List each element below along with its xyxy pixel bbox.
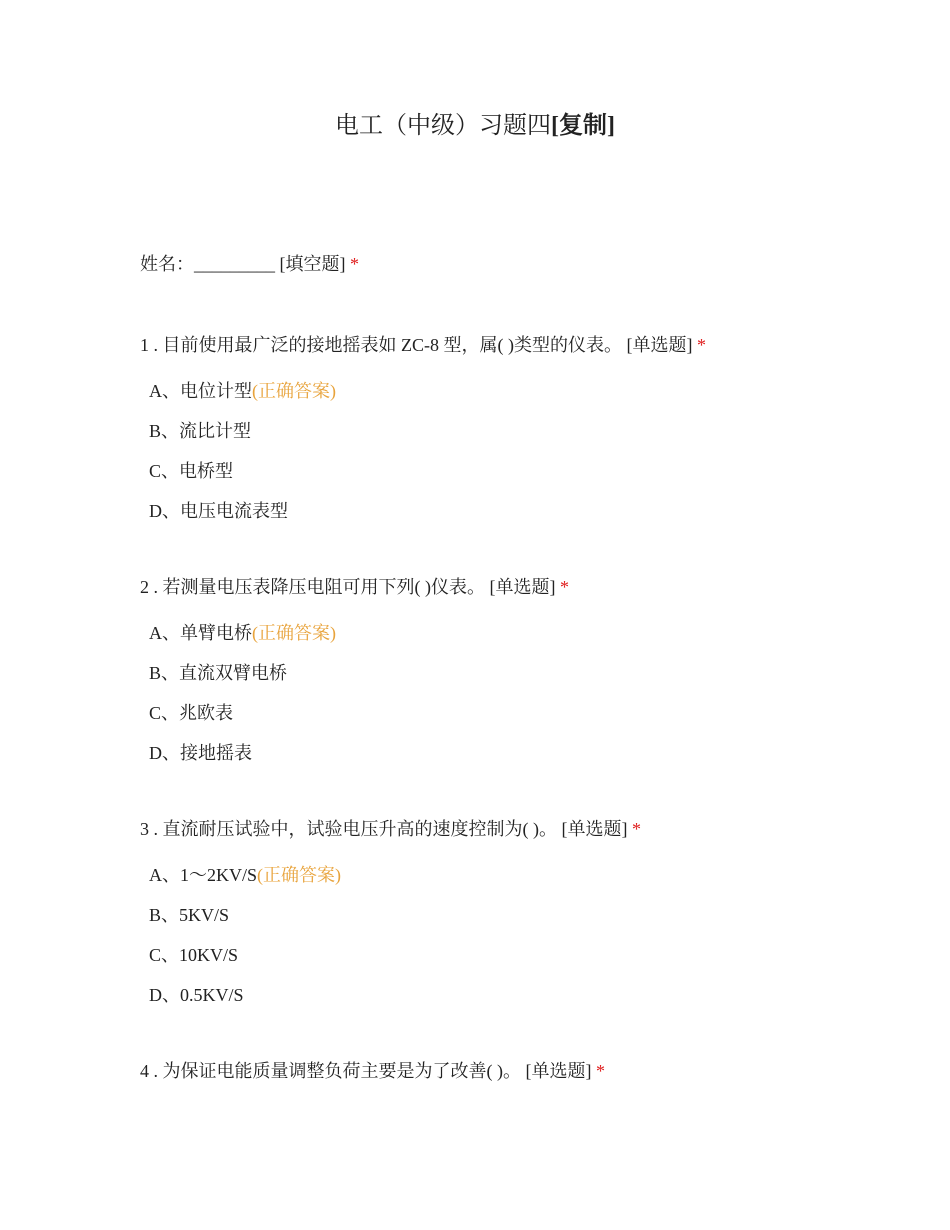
question-text: 直流耐压试验中，试验电压升高的速度控制为( )。 [162,819,557,839]
option-3a[interactable] [149,863,341,887]
page-title-suffix: [复制] [551,113,615,139]
option-1b[interactable] [149,419,251,443]
option-letter: B、 [149,905,180,925]
question-3: 3 . 直流耐压试验中，试验电压升高的速度控制为( )。 [单选题] * [140,819,641,839]
question-type: [单选题] [626,335,693,355]
option-3b[interactable] [149,903,229,927]
option-text: 1～2KV/S [180,865,258,885]
option-text: 流比计型 [179,421,252,441]
name-blank[interactable]: _________ [194,254,275,274]
required-mark: * [560,577,569,597]
question-1: 1 . 目前使用最广泛的接地摇表如 ZC-8 型，属( )类型的仪表。 [单选题] * [140,335,706,355]
question-4: 4 . 为保证电能质量调整负荷主要是为了改善( )。 [单选题] * [140,1061,605,1081]
question-number: 4 [140,1061,149,1081]
question-type: [单选题] [525,1061,592,1081]
option-1d[interactable] [149,499,288,523]
option-letter: B、 [149,663,180,683]
option-2c[interactable] [149,701,233,725]
option-2a[interactable] [149,621,336,645]
option-text: 10KV/S [179,945,239,965]
question-text: 目前使用最广泛的接地摇表如 ZC-8 型，属( )类型的仪表。 [162,335,622,355]
option-text: 电压电流表型 [180,501,288,521]
required-mark: * [350,254,359,274]
option-text: 电位计型 [180,381,252,401]
name-label: 姓名： [140,254,194,274]
option-text: 兆欧表 [179,703,234,723]
question-2: 2 . 若测量电压表降压电阻可用下列( )仪表。 [单选题] * [140,577,569,597]
option-2d[interactable] [149,741,252,765]
question-text: 若测量电压表降压电阻可用下列( )仪表。 [162,577,485,597]
option-text: 电桥型 [179,461,234,481]
question-number: 1 [140,335,149,355]
option-3c[interactable] [149,943,238,967]
question-type: [单选题] [561,819,628,839]
option-letter: C、 [149,703,180,723]
option-text: 直流双臂电桥 [179,663,288,683]
option-text: 接地摇表 [180,743,252,763]
option-letter: D、 [149,743,180,763]
option-3d[interactable] [149,983,244,1007]
page-title [0,110,950,142]
required-mark: * [696,335,706,355]
option-letter: A、 [149,381,180,401]
option-letter: B、 [149,421,180,441]
option-letter: A、 [149,865,180,885]
question-number: 3 [140,819,149,839]
page-title-main: 电工（中级）习题四 [335,113,551,139]
question-type: [单选题] [489,577,556,597]
correct-answer-tag: (正确答案) [257,865,342,885]
option-letter: D、 [149,985,180,1005]
question-number: 2 [140,577,149,597]
required-mark: * [632,819,641,839]
option-letter: C、 [149,945,180,965]
option-text: 单臂电桥 [180,623,252,643]
option-letter: D、 [149,501,180,521]
name-question [140,252,359,276]
option-letter: A、 [149,623,180,643]
question-text: 为保证电能质量调整负荷主要是为了改善( )。 [162,1061,521,1081]
required-mark: * [596,1061,605,1081]
correct-answer-tag: (正确答案) [252,381,336,401]
option-1c[interactable] [149,459,233,483]
option-1a[interactable] [149,379,336,403]
option-letter: C、 [149,461,180,481]
option-text: 5KV/S [179,905,230,925]
option-text: 0.5KV/S [180,985,244,1005]
correct-answer-tag: (正确答案) [252,623,336,643]
option-2b[interactable] [149,661,287,685]
question-type: [填空题] [279,254,346,274]
